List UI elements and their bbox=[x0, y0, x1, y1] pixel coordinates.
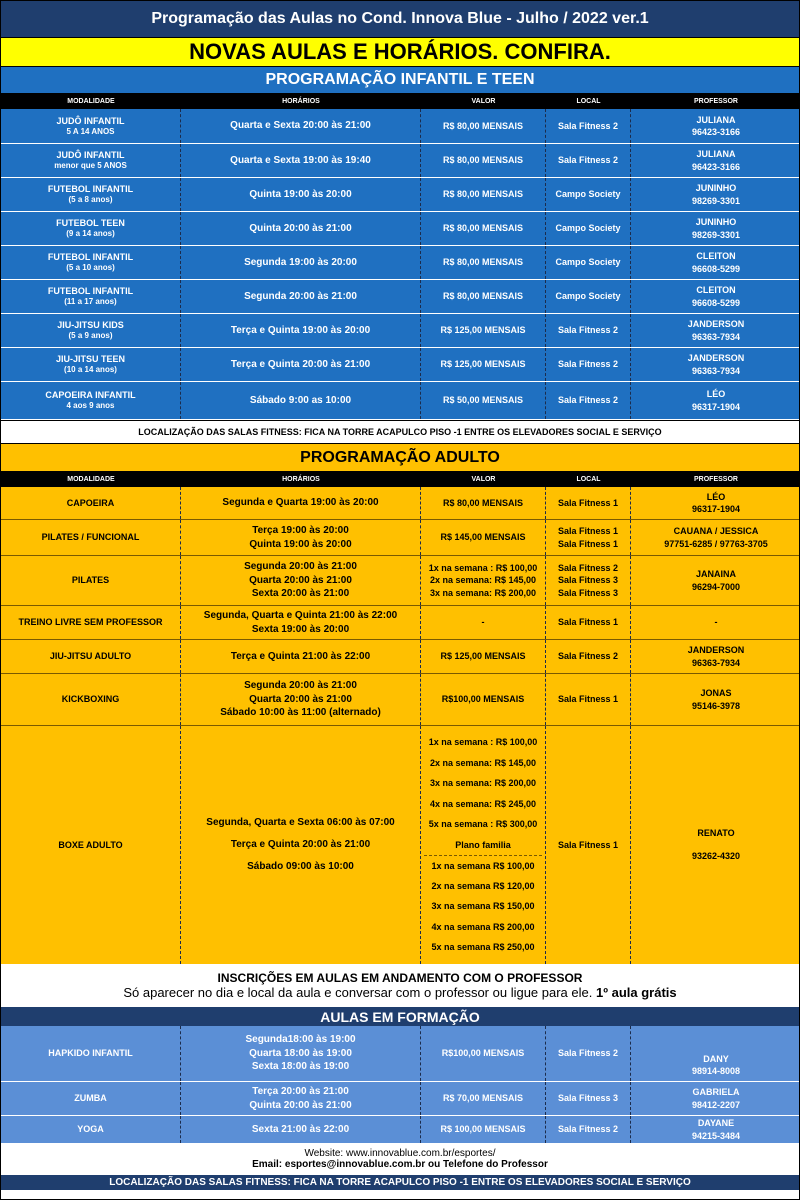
table-row bbox=[1, 520, 799, 556]
teacher: GABRIELA bbox=[692, 1087, 740, 1098]
infantil-title: PROGRAMAÇÃO INFANTIL E TEEN bbox=[1, 67, 799, 93]
location: Sala Fitness 2 bbox=[546, 382, 631, 419]
teacher: JULIANA bbox=[696, 149, 736, 160]
modality: YOGA bbox=[1, 1116, 181, 1143]
teacher: LÉO bbox=[706, 491, 726, 502]
schedule: Sábado 9:00 as 10:00 bbox=[181, 382, 421, 419]
location: Sala Fitness 1 bbox=[546, 726, 631, 964]
col-professor: PROFESSOR bbox=[694, 97, 738, 105]
modality: FUTEBOL INFANTIL bbox=[47, 286, 134, 297]
infantil-rows bbox=[1, 109, 799, 420]
schedule: Quinta 19:00 às 20:00 bbox=[181, 178, 421, 211]
teacher-phone: 96294-7000 bbox=[691, 581, 741, 592]
location: Sala Fitness 1 bbox=[546, 606, 631, 639]
footer bbox=[1, 1143, 799, 1175]
price: R$ 145,00 MENSAIS bbox=[421, 520, 546, 555]
location: Campo Society bbox=[546, 246, 631, 279]
price: R$100,00 MENSAIS bbox=[421, 674, 546, 725]
teacher: DAYANE bbox=[697, 1118, 735, 1129]
family-plan-label: Plano familia bbox=[455, 839, 511, 850]
schedule: Segunda18:00 às 19:00 bbox=[245, 1034, 356, 1046]
schedule: Terça e Quinta 19:00 às 20:00 bbox=[181, 314, 421, 347]
col-horarios: HORÁRIOS bbox=[282, 97, 320, 105]
price: 2x na semana: R$ 145,00 bbox=[429, 575, 537, 586]
location: Campo Society bbox=[546, 280, 631, 313]
teacher-phone: 95146-3978 bbox=[691, 700, 741, 711]
col-valor: VALOR bbox=[471, 97, 496, 105]
price: R$ 80,00 MENSAIS bbox=[421, 487, 546, 519]
age-range: 5 A 14 ANOS bbox=[66, 126, 115, 136]
website-link[interactable]: Website: www.innovablue.com.br/esportes/ bbox=[304, 1148, 496, 1159]
teacher-phone: 98269-3301 bbox=[691, 229, 741, 240]
schedule: Quinta 20:00 às 21:00 bbox=[181, 212, 421, 245]
modality: JIU-JITSU KIDS bbox=[57, 320, 124, 331]
col-local: LOCAL bbox=[576, 97, 601, 105]
schedule: Segunda, Quarta e Sexta 06:00 às 07:00 bbox=[206, 817, 395, 828]
teacher: JULIANA bbox=[696, 114, 736, 125]
price: R$ 70,00 MENSAIS bbox=[421, 1082, 546, 1115]
adulto-title: PROGRAMAÇÃO ADULTO bbox=[1, 444, 799, 471]
price: 2x na semana: R$ 145,00 bbox=[429, 757, 537, 768]
table-row bbox=[1, 109, 799, 144]
teacher: JUNINHO bbox=[695, 183, 737, 194]
schedule: Terça e Quinta 20:00 às 21:00 bbox=[230, 839, 371, 850]
teacher: DANY bbox=[703, 1053, 729, 1064]
teacher: CAUANA / JESSICA bbox=[673, 526, 759, 537]
schedule: Quarta 18:00 às 19:00 bbox=[249, 1047, 352, 1059]
schedule: Sábado 09:00 às 10:00 bbox=[247, 861, 354, 872]
table-header bbox=[1, 93, 799, 109]
schedule: Quarta 20:00 às 21:00 bbox=[249, 574, 352, 586]
price: R$ 125,00 MENSAIS bbox=[421, 348, 546, 381]
schedule: Terça e Quinta 20:00 às 21:00 bbox=[181, 348, 421, 381]
price: R$ 80,00 MENSAIS bbox=[421, 178, 546, 211]
modality: PILATES / FUNCIONAL bbox=[1, 520, 181, 555]
modality: CAPOEIRA bbox=[1, 487, 181, 519]
schedule: Quarta e Sexta 19:00 às 19:40 bbox=[181, 144, 421, 177]
teacher-phone: 96363-7934 bbox=[691, 331, 741, 342]
table-row bbox=[1, 212, 799, 246]
modality: CAPOEIRA INFANTIL bbox=[45, 390, 136, 401]
price: R$100,00 MENSAIS bbox=[421, 1026, 546, 1081]
location: Sala Fitness 2 bbox=[546, 1116, 631, 1143]
teacher: CLEITON bbox=[696, 285, 736, 296]
table-row bbox=[1, 280, 799, 314]
schedule: Sexta 18:00 às 19:00 bbox=[251, 1061, 350, 1073]
price: 5x na semana R$ 250,00 bbox=[431, 942, 535, 953]
table-row bbox=[1, 674, 799, 726]
schedule: Quarta e Sexta 20:00 às 21:00 bbox=[181, 109, 421, 143]
teacher: JANDERSON bbox=[687, 645, 745, 656]
schedule: Sexta 19:00 às 20:00 bbox=[251, 623, 350, 635]
table-row bbox=[1, 640, 799, 674]
price: R$ 125,00 MENSAIS bbox=[421, 314, 546, 347]
location: Sala Fitness 3 bbox=[546, 1082, 631, 1115]
location: Sala Fitness 2 bbox=[546, 109, 631, 143]
col-modalidade: MODALIDADE bbox=[67, 475, 115, 483]
table-row bbox=[1, 246, 799, 280]
modality: JUDÔ INFANTIL bbox=[56, 115, 125, 126]
modality: KICKBOXING bbox=[1, 674, 181, 725]
teacher-phone: 96317-1904 bbox=[691, 504, 741, 514]
schedule: Segunda 20:00 às 21:00 bbox=[181, 280, 421, 313]
teacher: CLEITON bbox=[696, 251, 736, 262]
schedule: Sexta 21:00 às 22:00 bbox=[181, 1116, 421, 1143]
table-row bbox=[1, 726, 799, 964]
table-row bbox=[1, 314, 799, 348]
modality: FUTEBOL INFANTIL bbox=[47, 184, 134, 195]
schedule: Segunda, Quarta e Quinta 21:00 às 22:00 bbox=[203, 610, 398, 621]
schedule: Segunda e Quarta 19:00 às 20:00 bbox=[181, 487, 421, 519]
price: 1x na semana : R$ 100,00 bbox=[428, 737, 538, 748]
teacher-phone: 96363-7934 bbox=[691, 365, 741, 376]
page-title: Programação das Aulas no Cond. Innova Blue - Julho / 2022 ver.1 bbox=[1, 1, 799, 37]
contact-email[interactable]: Email: esportes@innovablue.com.br ou Telefone do Professor bbox=[252, 1159, 548, 1170]
table-header bbox=[1, 471, 799, 487]
location: Sala Fitness 1 bbox=[546, 487, 631, 519]
location-note: LOCALIZAÇÃO DAS SALAS FITNESS: FICA NA TORRE ACAPULCO PISO -1 ENTRE OS ELEVADORES SOCIAL E SERVIÇO bbox=[1, 420, 799, 444]
location: Sala Fitness 2 bbox=[546, 314, 631, 347]
teacher-phone: 96608-5299 bbox=[691, 297, 741, 308]
formacao-title: AULAS EM FORMAÇÃO bbox=[1, 1007, 799, 1026]
col-valor: VALOR bbox=[471, 475, 496, 483]
teacher-phone: 96317-1904 bbox=[691, 401, 741, 412]
modality: TREINO LIVRE SEM PROFESSOR bbox=[1, 606, 181, 639]
infantil-section bbox=[1, 67, 799, 420]
price-list bbox=[424, 732, 542, 958]
table-row bbox=[1, 348, 799, 382]
price: 4x na semana R$ 200,00 bbox=[431, 921, 535, 932]
modality: JIU-JITSU ADULTO bbox=[1, 640, 181, 673]
price: R$ 80,00 MENSAIS bbox=[421, 109, 546, 143]
location: Sala Fitness 1 bbox=[546, 674, 631, 725]
location: Sala Fitness 2 bbox=[546, 348, 631, 381]
age-range: (11 a 17 anos) bbox=[64, 297, 117, 307]
table-row bbox=[1, 382, 799, 420]
schedule: Sábado 10:00 às 11:00 (alternado) bbox=[220, 707, 381, 719]
price: R$ 80,00 MENSAIS bbox=[421, 212, 546, 245]
teacher-phone: 96608-5299 bbox=[691, 263, 741, 274]
schedule: Quarta 20:00 às 21:00 bbox=[249, 693, 352, 705]
price: R$ 125,00 MENSAIS bbox=[421, 640, 546, 673]
age-range: (5 a 10 anos) bbox=[66, 263, 115, 273]
teacher: JUNINHO bbox=[695, 217, 737, 228]
table-row bbox=[1, 1116, 799, 1143]
table-row bbox=[1, 178, 799, 212]
schedule: Segunda 19:00 às 20:00 bbox=[181, 246, 421, 279]
price: 3x na semana: R$ 200,00 bbox=[429, 778, 537, 789]
teacher-phone: 96423-3166 bbox=[691, 127, 741, 137]
teacher-phone: 96363-7934 bbox=[691, 657, 741, 668]
schedule: Segunda 20:00 às 21:00 bbox=[244, 561, 357, 573]
col-modalidade: MODALIDADE bbox=[67, 97, 115, 105]
location: Sala Fitness 2 bbox=[546, 1026, 631, 1081]
teacher: LÉO bbox=[706, 389, 726, 400]
modality: PILATES bbox=[1, 556, 181, 605]
modality: ZUMBA bbox=[1, 1082, 181, 1115]
price: 1x na semana : R$ 100,00 bbox=[428, 563, 538, 574]
modality: HAPKIDO INFANTIL bbox=[1, 1026, 181, 1081]
teacher-phone: 93262-4320 bbox=[691, 851, 741, 861]
modality: FUTEBOL TEEN bbox=[56, 218, 125, 229]
location: Sala Fitness 2 bbox=[557, 563, 619, 574]
teacher-phone: 97751-6285 / 97763-3705 bbox=[664, 538, 768, 549]
schedule: Quinta 19:00 às 20:00 bbox=[249, 538, 352, 550]
teacher: JANDERSON bbox=[687, 319, 745, 330]
schedule: Sexta 20:00 às 21:00 bbox=[251, 588, 350, 600]
teacher-phone: 98412-2207 bbox=[691, 1099, 741, 1110]
table-row bbox=[1, 606, 799, 640]
teacher: RENATO bbox=[697, 827, 735, 838]
teacher: JONAS bbox=[700, 688, 732, 699]
age-range: (5 a 9 anos) bbox=[68, 331, 113, 341]
teacher-phone: 98914-8008 bbox=[691, 1065, 741, 1076]
price: 2x na semana R$ 120,00 bbox=[431, 880, 535, 891]
price: 3x na semana R$ 150,00 bbox=[431, 901, 535, 912]
free-class-note: 1º aula grátis bbox=[596, 985, 677, 1000]
table-row bbox=[1, 1026, 799, 1082]
enrollment-title: INSCRIÇÕES EM AULAS EM ANDAMENTO COM O PROFESSOR bbox=[217, 971, 583, 985]
location: Sala Fitness 3 bbox=[557, 587, 619, 598]
price: R$ 80,00 MENSAIS bbox=[421, 144, 546, 177]
price: - bbox=[421, 606, 546, 639]
new-classes-banner: NOVAS AULAS E HORÁRIOS. CONFIRA. bbox=[1, 37, 799, 67]
location: Sala Fitness 1 bbox=[557, 526, 619, 537]
enrollment-info bbox=[1, 964, 799, 1007]
modality: BOXE ADULTO bbox=[1, 726, 181, 964]
price: R$ 50,00 MENSAIS bbox=[421, 382, 546, 419]
table-row bbox=[1, 144, 799, 178]
schedule: Terça e Quinta 21:00 às 22:00 bbox=[181, 640, 421, 673]
adulto-section bbox=[1, 444, 799, 964]
schedule: Quinta 20:00 às 21:00 bbox=[249, 1099, 352, 1111]
modality: JUDÔ INFANTIL bbox=[56, 150, 125, 161]
price: R$ 100,00 MENSAIS bbox=[421, 1116, 546, 1143]
teacher-phone: 96423-3166 bbox=[691, 161, 741, 172]
table-row bbox=[1, 556, 799, 606]
price: R$ 80,00 MENSAIS bbox=[421, 246, 546, 279]
location-footer: LOCALIZAÇÃO DAS SALAS FITNESS: FICA NA TORRE ACAPULCO PISO -1 ENTRE OS ELEVADORES SOCIAL E SERVIÇO bbox=[1, 1175, 799, 1190]
formacao-section bbox=[1, 1007, 799, 1143]
age-range: (10 a 14 anos) bbox=[64, 365, 117, 375]
modality: JIU-JITSU TEEN bbox=[55, 354, 125, 365]
price: R$ 80,00 MENSAIS bbox=[421, 280, 546, 313]
location: Campo Society bbox=[546, 212, 631, 245]
teacher: - bbox=[714, 617, 718, 628]
age-range: menor que 5 ANOS bbox=[54, 161, 127, 171]
schedule: Segunda 20:00 às 21:00 bbox=[244, 680, 357, 692]
location: Campo Society bbox=[546, 178, 631, 211]
teacher: JANDERSON bbox=[687, 353, 745, 364]
table-row bbox=[1, 1082, 799, 1116]
price: 1x na semana R$ 100,00 bbox=[424, 855, 542, 876]
teacher-phone: 94215-3484 bbox=[691, 1130, 741, 1141]
age-range: (9 a 14 anos) bbox=[66, 229, 115, 239]
modality: FUTEBOL INFANTIL bbox=[47, 252, 134, 263]
age-range: (5 a 8 anos) bbox=[68, 195, 113, 205]
price: 3x na semana: R$ 200,00 bbox=[429, 587, 537, 598]
col-local: LOCAL bbox=[576, 475, 601, 483]
price: 5x na semana : R$ 300,00 bbox=[428, 819, 538, 830]
location: Sala Fitness 2 bbox=[546, 640, 631, 673]
age-range: 4 aos 9 anos bbox=[66, 401, 115, 411]
enrollment-text: Só aparecer no dia e local da aula e conversar com o professor ou ligue para ele. bbox=[123, 985, 593, 1000]
location: Sala Fitness 1 bbox=[557, 538, 619, 549]
table-row bbox=[1, 487, 799, 520]
col-professor: PROFESSOR bbox=[694, 475, 738, 483]
schedule: Terça 20:00 às 21:00 bbox=[252, 1086, 349, 1097]
schedule: Terça 19:00 às 20:00 bbox=[252, 525, 349, 536]
price: 4x na semana: R$ 245,00 bbox=[429, 798, 537, 809]
location: Sala Fitness 2 bbox=[546, 144, 631, 177]
teacher: JANAINA bbox=[695, 569, 736, 580]
location: Sala Fitness 3 bbox=[557, 575, 619, 586]
teacher-phone: 98269-3301 bbox=[691, 195, 741, 206]
col-horarios: HORÁRIOS bbox=[282, 475, 320, 483]
